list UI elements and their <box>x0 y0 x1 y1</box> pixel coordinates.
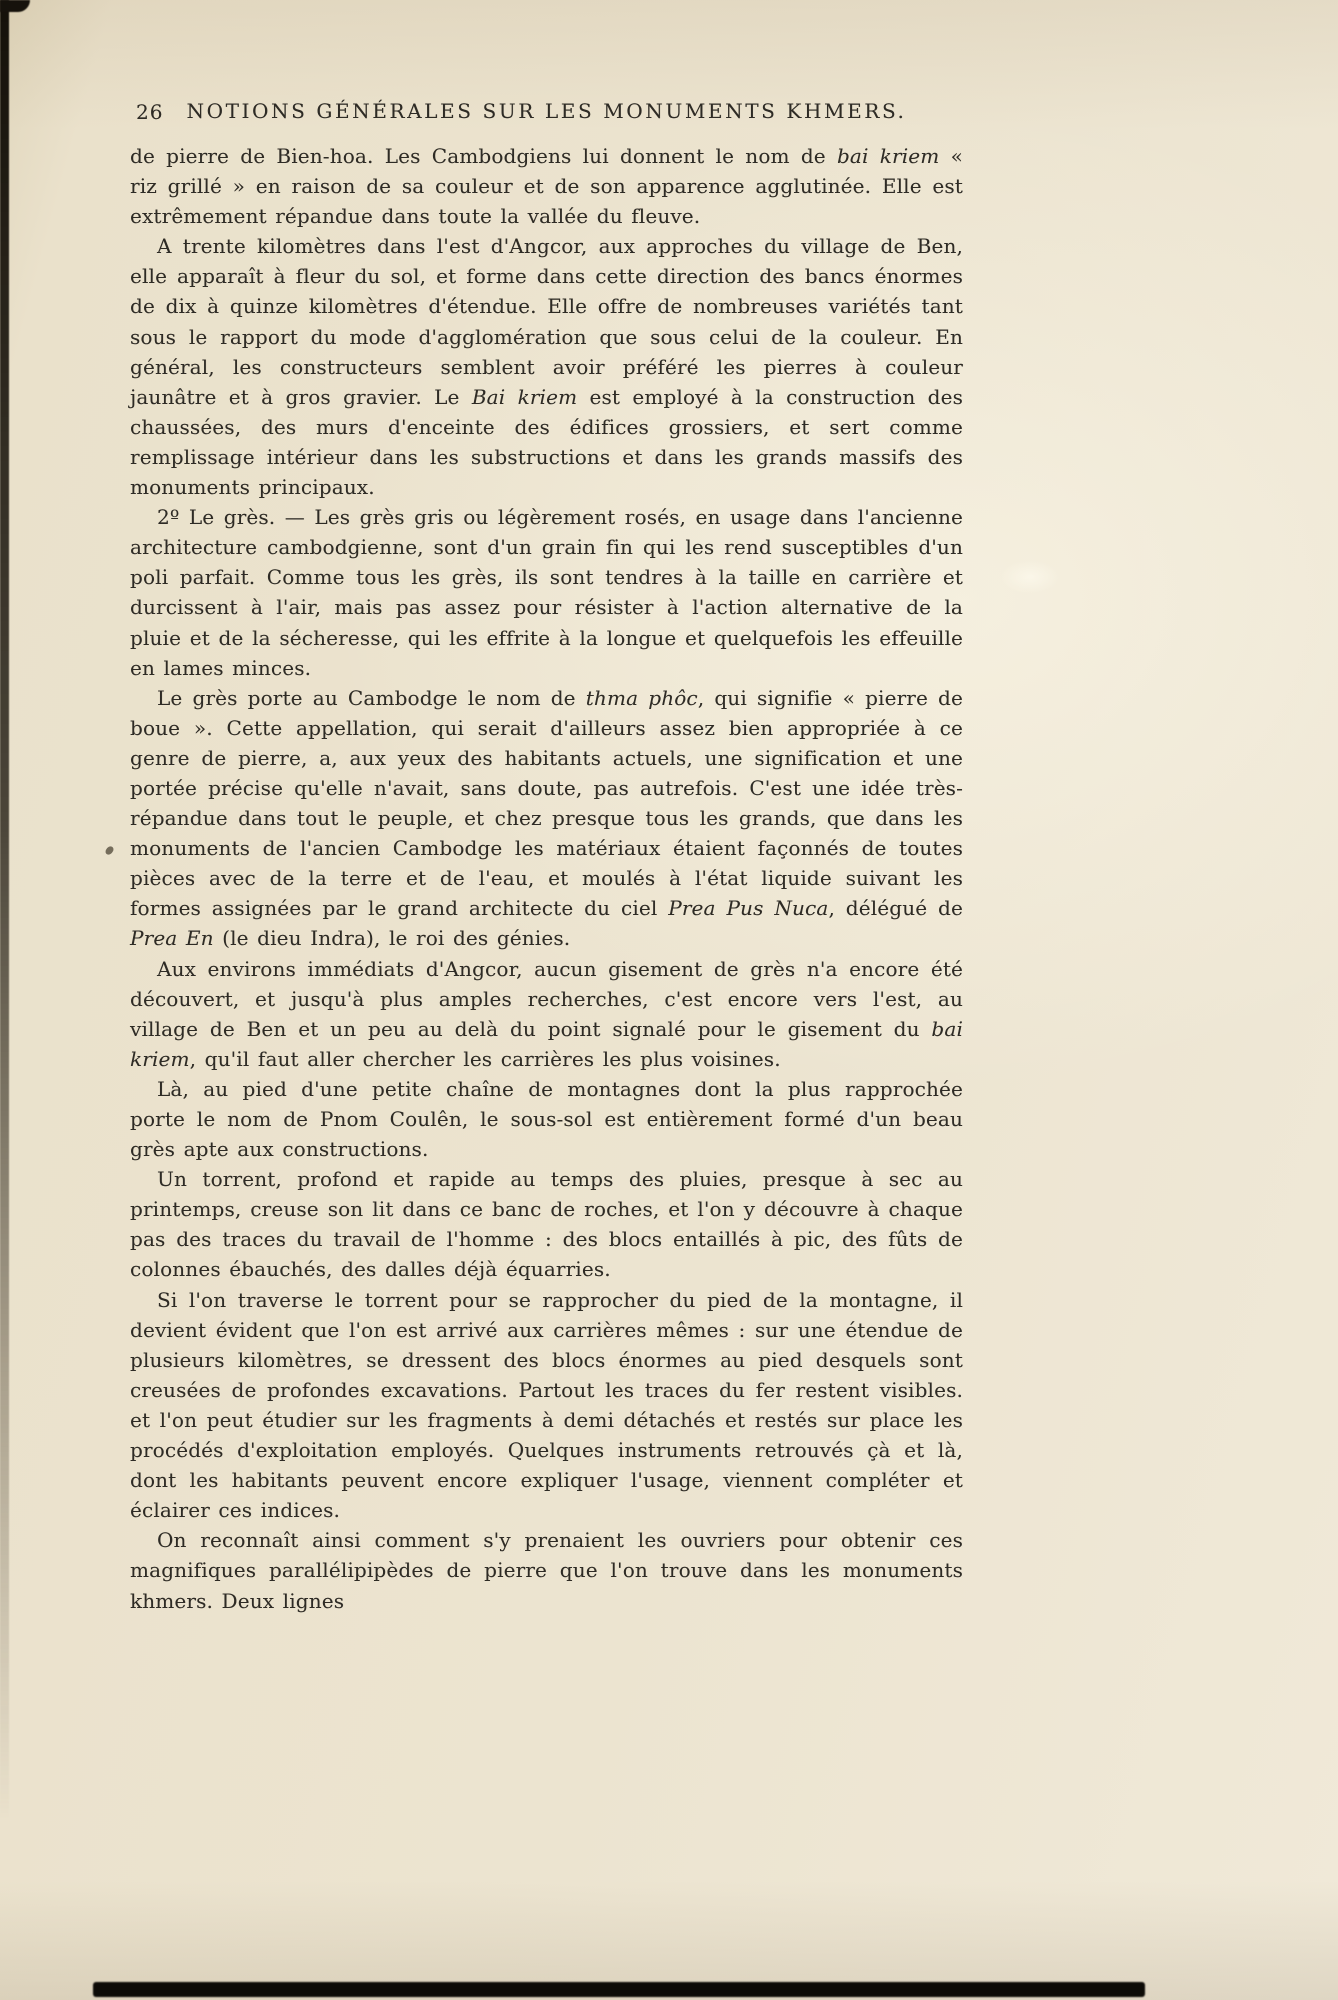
text-run: 2º Le grès. — Les grès gris ou légèrement rosés, en usage dans l'ancienne architecture cambodgienne, sont d'un grain fin qui les rend susceptibles d'un poli parfait. Comme tous les grès, ils sont tendres à la taille en carrière et durcissent à l'air, mais pas assez pour résister à l'action alternative de la pluie et de la sécheresse, qui les effrite à la longue et quelquefois les effeuille en lames minces. <box>130 505 963 680</box>
italic-term: Prea Pus Nuca <box>668 896 829 921</box>
page-header <box>130 99 963 123</box>
italic-term: bai kriem <box>836 144 940 168</box>
paragraph <box>130 954 963 1074</box>
text-run: Aux environs immédiats d'Angcor, aucun gisement de grès n'a encore été découvert, et jusqu'à plus amples recherches, c'est encore vers l'est, au village de Ben et un peu au delà du point signalé pour le gisement du <box>130 956 963 1041</box>
text-run: A trente kilomètres dans l'est d'Angcor, aux approches du village de Ben, elle apparaît à fleur du sol, et forme dans cette direction des bancs énormes de dix à quinze kilomètres d'étendue. Elle offre de nombreuses variétés tant sous le rapport du mode d'agglomération que sous celui de la couleur. En général, les constructeurs semblent avoir préféré les pierres à couleur jaunâtre et à gros gravier. Le <box>130 234 963 409</box>
paragraph <box>130 1525 963 1615</box>
paragraph <box>130 141 963 231</box>
text-run: Si l'on traverse le torrent pour se rapprocher du pied de la montagne, il devient évident que l'on est arrivé aux carrières mêmes : sur une étendue de plusieurs kilomètres, se dressent des blocs énormes au pied desquels sont creusées de profondes excavations. Partout les traces du fer restent visibles. et l'on peut étudier sur les fragments à demi détachés et restés sur place les procédés d'exploitation employés. Quelques instruments retrouvés çà et là, dont les habitants peuvent encore expliquer l'usage, viennent compléter et éclairer ces indices. <box>130 1287 963 1523</box>
text-run: Là, au pied d'une petite chaîne de montagnes dont la plus rapprochée porte le nom de Pnom Coulên, le sous-sol est entièrement formé d'un beau grès apte aux constructions. <box>130 1076 963 1162</box>
text-run: de pierre de Bien-hoa. Les Cambodgiens lui donnent le nom de <box>130 144 837 168</box>
running-title: NOTIONS GÉNÉRALES SUR LES MONUMENTS KHMERS. <box>186 99 907 123</box>
italic-term: Bai kriem <box>471 384 578 409</box>
page-number: 26 <box>136 100 164 124</box>
text-run: Un torrent, profond et rapide au temps des pluies, presque à sec au printemps, creuse son lit dans ce banc de roches, et l'on y découvre à chaque pas des traces du travail de l'homme : des blocs entaillés à pic, des fûts de colonnes ébauchés, des dalles déjà équarries. <box>130 1167 963 1282</box>
text-run: « riz grillé » en raison de sa couleur et de son apparence agglutinée. Elle est extrêmement répandue dans toute la vallée du fleuve. <box>130 144 963 229</box>
ink-speck <box>104 845 114 856</box>
paragraph <box>130 502 963 683</box>
text-run: On reconnaît ainsi comment s'y prenaient les ouvriers pour obtenir ces magnifiques parallélipipèdes de pierre que l'on trouve dans les monuments khmers. Deux lignes <box>130 1528 963 1613</box>
text-run: Le grès porte au Cambodge le nom de <box>157 685 586 710</box>
paragraph <box>130 1285 963 1526</box>
text-run: est employé à la construction des chaussées, des murs d'enceinte des édifices grossiers, et sert comme remplissage intérieur dans les substructions et dans les grands massifs des monuments principaux. <box>130 384 963 500</box>
text-run: , qu'il faut aller chercher les carrières les plus voisines. <box>189 1046 781 1071</box>
italic-term: bai kriem <box>130 1016 963 1071</box>
text-run: , délégué de <box>828 896 963 921</box>
scan-edge-bottom <box>93 1982 1145 1997</box>
text-run: , qui signifie « pierre de boue ». Cette appellation, qui serait d'ailleurs assez bien appropriée à ce genre de pierre, a, aux yeux des habitants actuels, une signification et une portée précise qu'elle n'avait, sans doute, pas autrefois. C'est une idée très-répandue dans tout le peuple, et chez presque tous les grands, que dans les monuments de l'ancien Cambodge les matériaux étaient façonnés de toutes pièces avec de la terre et de l'eau, et moulés à l'état liquide suivant les formes assignées par le grand architecte du ciel <box>130 685 963 921</box>
paper-smudge <box>1000 560 1060 594</box>
text-run: (le dieu Indra), le roi des génies. <box>213 926 571 951</box>
italic-term: Prea En <box>130 926 214 951</box>
paragraph <box>130 1164 963 1284</box>
scan-corner-mark <box>0 0 30 12</box>
paragraph <box>130 1074 963 1164</box>
italic-term: thma phôc <box>585 685 698 710</box>
paragraph <box>130 231 963 502</box>
text-block <box>130 141 963 1616</box>
paragraph <box>130 683 963 954</box>
scan-edge-left <box>0 0 9 1820</box>
